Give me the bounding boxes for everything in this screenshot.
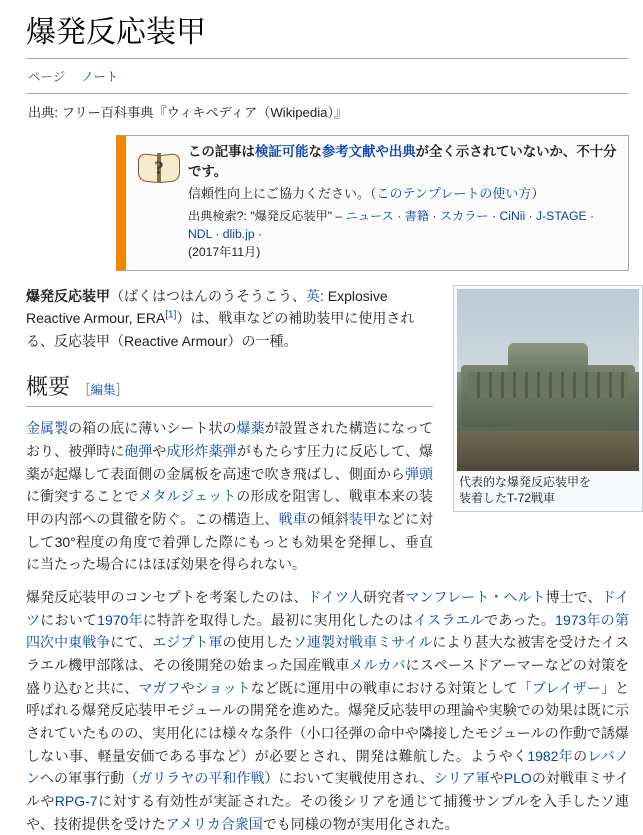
wiki-link[interactable]: 砲弾 [124,443,153,460]
search-news-link[interactable]: ニュース [345,208,394,223]
book-question-icon: ? [132,142,186,262]
verifiability-link[interactable]: 検証可能 [254,144,309,160]
source-line: 出典: フリー百科事典『ウィキペディア（Wikipedia）』 [28,104,348,120]
paragraph-text: にて、 [110,634,153,651]
paragraph-text: の傾斜 [306,511,349,528]
wiki-link[interactable]: ソ連製対戦車ミサイル [292,634,433,651]
wiki-link[interactable]: レバノン [26,747,629,787]
notice-headline [188,142,620,182]
paragraph-text: の [573,747,588,764]
notice-text [186,142,620,262]
paragraph-text: 研究者 [363,589,406,606]
references-link[interactable]: 参考文献や出典 [321,144,416,160]
namespace-tabs [26,59,629,93]
paragraph-text: 爆発反応装甲のコンセプトを考案したのは、 [26,589,308,606]
section-heading-overview [26,369,433,408]
wiki-link[interactable]: 装甲 [348,511,377,528]
paragraph-text: がもたらす圧力に反応して、爆薬が起爆して表面側の金属板を高速で吹き飛ばし、側面から [26,443,434,482]
paragraph-text: ）において実戦使用され、 [264,770,434,787]
wiki-link[interactable]: 戦車 [278,511,307,528]
search-books-link[interactable]: 書籍 [404,208,430,223]
paragraph-text: に衝突することで [26,488,139,505]
cleanup-notice-box [116,135,629,271]
lead-text-1: （ばくはつはんのうそうこう、 [110,287,306,304]
thumbnail-caption: 代表的な爆発反応装甲を 装着したT-72戦車 [459,474,592,505]
notice-headline-mid: な [308,144,322,160]
english-language-link[interactable]: 英 [306,287,320,304]
wiki-link[interactable]: 弾頭 [404,465,434,482]
tab-talk[interactable]: ノート [81,69,119,84]
paragraph-text: により甚大な被害を受けたイスラエル機甲部隊は、その後開発の始まった国産戦車 [26,634,630,674]
notice-sub-post: ） [531,186,545,202]
lead-text-3: ）は、戦車などの補助装甲に使用される、反応装甲（Reactive Armour）の一種。 [26,310,415,350]
reference-1-link[interactable]: [1] [165,309,177,321]
wiki-link[interactable]: ドイツ人 [307,589,364,606]
search-cinii-link[interactable]: CiNii [499,208,526,223]
wiki-link[interactable]: メタルジェット [138,488,237,505]
lead-section [26,285,629,576]
wiki-link[interactable]: ショット [194,679,251,696]
wiki-link[interactable]: マンフレート・ヘルト [405,589,546,606]
wiki-link[interactable]: ガリラヤの平和作戦 [138,770,265,787]
template-usage-link[interactable]: このテンプレートの使い方 [376,186,532,202]
wiki-link[interactable]: イスラエル [413,611,485,628]
wiki-link[interactable]: 金属製 [26,420,69,437]
source-search-row: 出典検索?: "爆発反応装甲" – ニュース · 書籍 · スカラー · CiNii · J-STAGE · NDL · dlib.jp · [188,208,595,242]
wiki-link[interactable]: PLO [503,770,532,787]
search-scholar-link[interactable]: スカラー [439,208,489,223]
paragraph-text: などに対して30°程度の角度で着弾した際にもっとも効果を発揮し、垂直に当たった場合にはほぼ効果を得られない。 [26,511,434,573]
tabs-divider [26,93,629,94]
notice-headline-post: が全く示されていないか、不十分です。 [188,144,617,180]
paragraph-text: にスペースドアーマーなどの対策を盛り込むと共に、 [26,657,630,696]
paragraph-text: など既に運用中の戦車における対策として「 [250,679,532,696]
notice-sub-pre: 信頼性向上にご協力ください。（ [188,186,377,202]
paragraph-text: であった。 [484,611,556,628]
paragraph-text: や [489,770,504,787]
paragraph-text: に特許を取得した。最初に実用化したのは [142,611,414,628]
wiki-link[interactable]: 1970年 [97,611,143,628]
paragraph-text: や [152,443,167,460]
wiki-link[interactable]: メルカバ [349,657,406,674]
paragraph-text: に対する有効性が実証された。その後シリアを通じて捕獲サンプルを入手したソ連や、技術提供を受けた [26,793,629,832]
paragraph-text: や [180,679,195,696]
paragraph-text: の使用した [222,634,293,651]
paragraph-text: の形成を阻害し、戦車本来の装甲の内部への貫徹を防ぐ。この構造上、 [26,488,434,528]
wiki-link[interactable]: ブレイザー [531,679,601,696]
paragraph-text: への軍事行動（ [40,770,139,787]
tab-page[interactable]: ページ [28,69,66,84]
search-jstage-link[interactable]: J-STAGE [536,208,587,223]
tank-photo [457,289,639,471]
lead-text-2: : Explosive Reactive Armour, ERA [26,287,388,327]
wiki-link[interactable]: ドイツ [26,589,629,628]
paragraph-text: 」と呼ばれる爆発反応装甲モジュールの開発を進めた。爆発反応装甲の理論や実験での効果は既に示されていたものの、実用化には様々な条件（小口径弾の命中や隣接したモジュールの作動で誘爆しない事、軽量安価である事など）が必要とされ、開発は難航した。ようやく [26,679,630,764]
notice-date: (2017年11月) [188,245,261,260]
paragraph-text: でも同様の物が実用化された。 [262,815,459,832]
source-search-label: 出典検索?: [188,208,247,223]
lead-thumbnail[interactable] [453,285,643,512]
wiki-link[interactable]: エジプト軍 [152,634,223,651]
wiki-link[interactable]: マガフ [138,679,181,696]
source-search-term: "爆発反応装甲" [250,208,333,223]
search-ndl-link[interactable]: NDL [188,227,212,242]
wiki-link[interactable]: 1973年の第四次中東戦争 [26,611,629,651]
search-dlib-link[interactable]: dlib.jp [222,227,255,242]
wiki-link[interactable]: 1982年 [527,747,574,764]
notice-headline-pre: この記事は [188,144,255,160]
paragraph-text: の箱の底に薄いシート状の [68,420,237,437]
section-heading-text: 概要 [26,373,71,399]
notice-subtext [188,184,620,204]
wiki-link[interactable]: 爆薬 [236,420,265,437]
wiki-link[interactable]: 成形炸薬弾 [166,443,237,460]
paragraph-text: が設置された構造になっており、被弾時に [26,420,434,460]
paragraph-overview-2 [26,586,629,835]
paragraph-text: において [40,611,98,628]
lead-bold-term: 爆発反応装甲 [26,287,110,304]
wiki-link[interactable]: RPG-7 [54,793,98,810]
paragraph-text: の対戦車ミサイルや [26,770,630,810]
section-edit-link[interactable]: ［編集］ [78,382,129,397]
page-title: 爆発反応装甲 [26,16,206,49]
wiki-link[interactable]: シリア軍 [433,770,490,787]
paragraph-text: 博士で、 [545,589,602,606]
wiki-link[interactable]: アメリカ合衆国 [165,815,263,832]
